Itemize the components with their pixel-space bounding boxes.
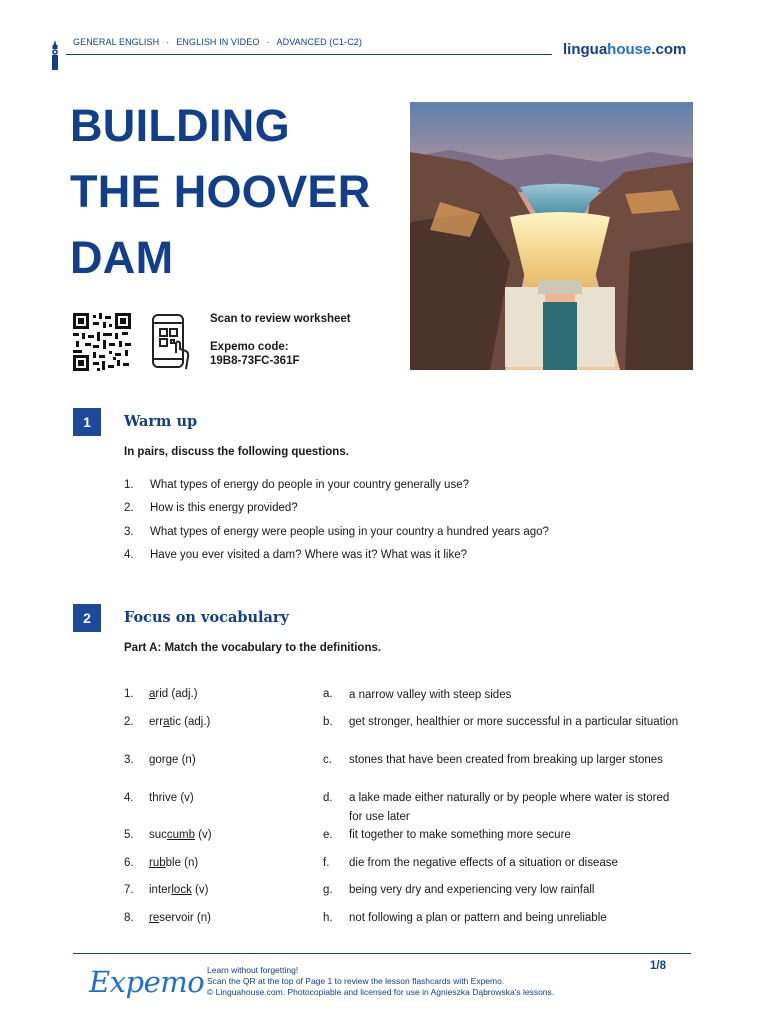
title-line: BUILDING bbox=[70, 100, 290, 151]
vocab-number: 1. bbox=[124, 688, 134, 700]
breadcrumb: GENERAL ENGLISH · ENGLISH IN VIDEO · ADVANCED (C1-C2) bbox=[73, 37, 362, 47]
vocab-number: 4. bbox=[124, 792, 134, 804]
hoover-dam-photo bbox=[410, 102, 693, 370]
definition-letter: d. bbox=[323, 792, 333, 804]
section-number: 1 bbox=[73, 408, 101, 436]
phone-scan-icon bbox=[150, 313, 192, 378]
definition: die from the negative effects of a situation or disease bbox=[349, 857, 618, 869]
page-number: 1/8 bbox=[650, 960, 666, 972]
section-title: Focus on vocabulary bbox=[124, 609, 289, 626]
vocab-word: interlock (v) bbox=[149, 884, 209, 896]
footer-copyright: © Linguahouse.com. Photocopiable and licensed for use in Agnieszka Dąbrowska's lessons. bbox=[207, 987, 555, 997]
definition-letter: c. bbox=[323, 754, 332, 766]
vocab-word: thrive (v) bbox=[149, 792, 194, 804]
vocab-word: rubble (n) bbox=[149, 857, 199, 869]
definition: not following a plan or pattern and being unreliable bbox=[349, 912, 607, 924]
definition: a lake made either naturally or by people where water is stored for use later bbox=[349, 792, 670, 823]
vocab-number: 2. bbox=[124, 716, 134, 728]
footer-instruction: Scan the QR at the top of Page 1 to review the lesson flashcards with Expemo. bbox=[207, 976, 505, 986]
vocab-word: reservoir (n) bbox=[149, 912, 211, 924]
definition-letter: b. bbox=[323, 716, 333, 728]
page-title bbox=[70, 93, 371, 291]
expemo-logo[interactable]: Expemo bbox=[89, 965, 205, 999]
qr-code-icon[interactable] bbox=[73, 313, 131, 376]
expemo-code: 19B8-73FC-361F bbox=[210, 355, 300, 367]
definition-letter: e. bbox=[323, 829, 333, 841]
vocab-word: succumb (v) bbox=[149, 829, 212, 841]
brand-logo[interactable]: linguahouse.com bbox=[563, 41, 687, 58]
vocab-number: 7. bbox=[124, 884, 134, 896]
vocab-word: erratic (adj.) bbox=[149, 716, 211, 728]
definition-letter: h. bbox=[323, 912, 333, 924]
scan-label: Scan to review worksheet bbox=[210, 313, 351, 325]
breadcrumb-item[interactable]: GENERAL ENGLISH bbox=[73, 37, 160, 47]
big-ben-icon bbox=[50, 40, 60, 75]
definition: fit together to make something more secure bbox=[349, 829, 571, 841]
title-line: THE HOOVER bbox=[70, 166, 371, 217]
section-title: Warm up bbox=[124, 413, 198, 430]
definition: stones that have been created from breaking up larger stones bbox=[349, 754, 663, 766]
footer-divider bbox=[73, 953, 691, 954]
vocab-number: 3. bbox=[124, 754, 134, 766]
scan-info bbox=[210, 312, 351, 368]
definition: being very dry and experiencing very low rainfall bbox=[349, 884, 595, 896]
vocab-word: gorge (n) bbox=[149, 754, 196, 766]
definition: get stronger, healthier or more successful in a particular situation bbox=[349, 716, 679, 728]
definition-letter: g. bbox=[323, 884, 333, 896]
vocab-word: arid (adj.) bbox=[149, 688, 198, 700]
footer-tagline: Learn without forgetting! bbox=[207, 965, 299, 975]
section-instruction: Part A: Match the vocabulary to the definitions. bbox=[124, 642, 382, 654]
definition: a narrow valley with steep sides bbox=[349, 689, 512, 701]
section-number: 2 bbox=[73, 604, 101, 632]
header-divider bbox=[66, 54, 552, 55]
definition-letter: f. bbox=[323, 857, 330, 869]
breadcrumb-item[interactable]: ADVANCED (C1-C2) bbox=[276, 37, 362, 47]
section-instruction: In pairs, discuss the following questions. bbox=[124, 446, 349, 458]
title-line: DAM bbox=[70, 232, 174, 283]
breadcrumb-item[interactable]: ENGLISH IN VIDEO bbox=[176, 37, 260, 47]
vocab-number: 6. bbox=[124, 857, 134, 869]
definition-letter: a. bbox=[323, 688, 333, 700]
footer-text bbox=[207, 965, 554, 998]
vocab-number: 8. bbox=[124, 912, 134, 924]
question-list: 1. What types of energy do people in your country generally use? 2. How is this energy provided? 3. What types of energy were people using in your country a hundred years ago? 4. Have you ever visited a dam? Where was it? What was it like? bbox=[124, 479, 549, 561]
expemo-code-label: Expemo code: bbox=[210, 341, 289, 353]
vocab-number: 5. bbox=[124, 829, 134, 841]
